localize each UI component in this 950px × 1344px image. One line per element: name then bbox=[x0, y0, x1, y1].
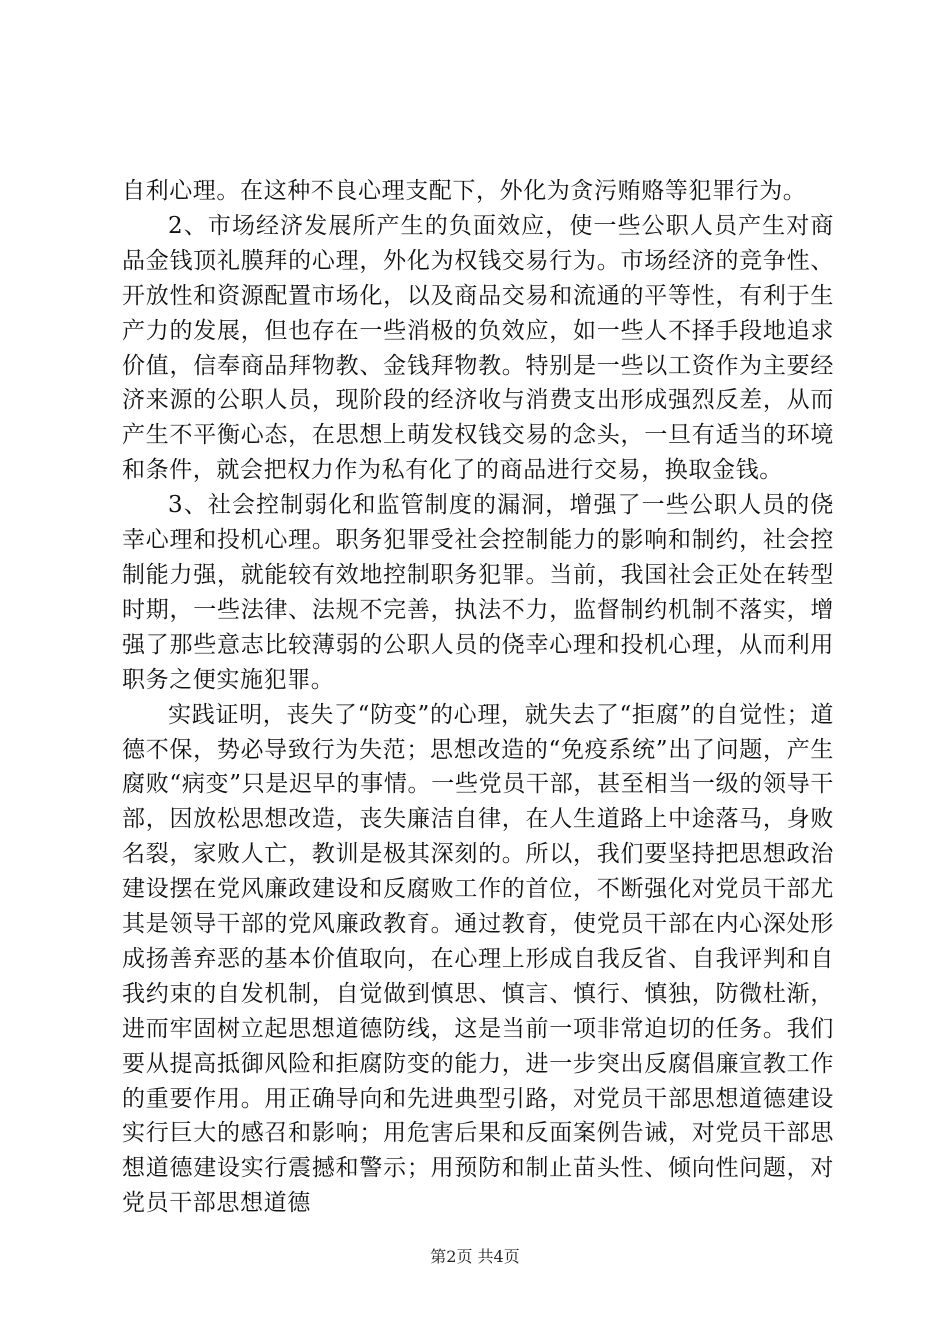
paragraph-3: 3、社会控制弱化和监管制度的漏洞，增强了一些公职人员的侥幸心理和投机心理。职务犯罪受社会控制能力的影响和制约，社会控制能力强，就能较有效地控制职务犯罪。当前，我国社会正处在转型时期，一些法律、法规不完善，执法不力，监督制约机制不落实，增强了那些意志比较薄弱的公职人员的侥幸心理和投机心理，从而利用职务之便实施犯罪。 bbox=[122, 492, 834, 693]
paragraph-4: 实践证明，丧失了“防变”的心理，就失去了“拒腐”的自觉性；道德不保，势必导致行为失范；思想改造的“免疫系统”出了问题，产生腐败“病变”只是迟早的事情。一些党员干部，甚至相当一级的领导干部，因放松思想改造，丧失廉洁自律，在人生道路上中途落马，身败名裂，家败人亡，教训是极其深刻的。所以，我们要坚持把思想政治建设摆在党风廉政建设和反腐败工作的首位，不断强化对党员干部尤其是领导干部的党风廉政教育。通过教育，使党员干部在内心深处形成扬善弃恶的基本价值取向，在心理上形成自我反省、自我评判和自我约束的自发机制，自觉做到慎思、慎言、慎行、慎独，防微杜渐，进而牢固树立起思想道德防线，这是当前一项非常迫切的任务。我们要从提高抵御风险和拒腐防变的能力，进一步突出反腐倡廉宣教工作的重要作用。用正确导向和先进典型引路，对党员干部思想道德建设实行巨大的感召和影响；用危害后果和反面案例告诫，对党员干部思想道德建设实行震撼和警示；用预防和制止苗头性、倾向性问题，对党员干部思想道德 bbox=[122, 701, 834, 1217]
paragraph-1: 自利心理。在这种不良心理支配下，外化为贪污贿赂等犯罪行为。 bbox=[122, 178, 807, 204]
page-footer bbox=[0, 1244, 950, 1267]
page-number: 第2页 共4页 bbox=[430, 1247, 520, 1266]
document-body bbox=[122, 174, 834, 1221]
paragraph-2: 2、市场经济发展所产生的负面效应，使一些公职人员产生对商品金钱顶礼膜拜的心理，外化为权钱交易行为。市场经济的竞争性、开放性和资源配置市场化，以及商品交易和流通的平等性，有利于生产力的发展，但也存在一些消极的负效应，如一些人不择手段地追求价值，信奉商品拜物教、金钱拜物教。特别是一些以工资作为主要经济来源的公职人员，现阶段的经济收与消费支出形成强烈反差，从而产生不平衡心态，在思想上萌发权钱交易的念头，一旦有适当的环境和条件，就会把权力作为私有化了的商品进行交易，换取金钱。 bbox=[122, 212, 834, 484]
